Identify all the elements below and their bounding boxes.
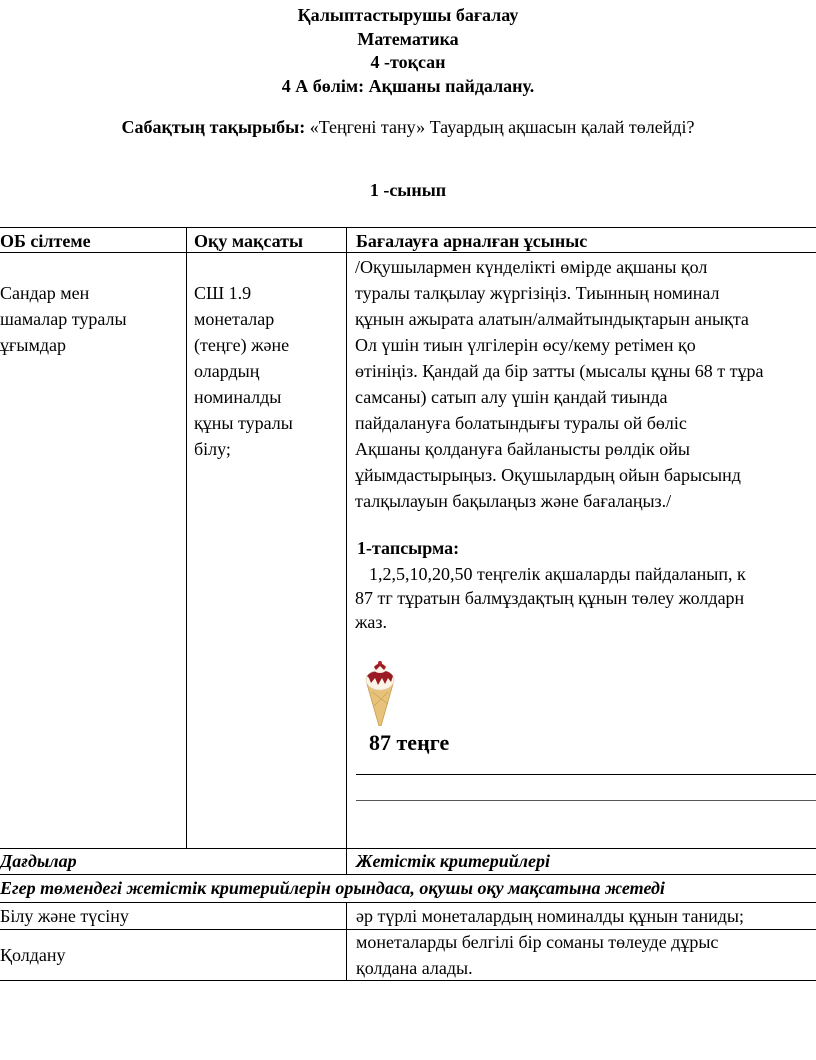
col-divider-1 bbox=[186, 227, 187, 848]
ice-cream-icon bbox=[358, 660, 402, 726]
lesson-topic-label: Сабақтың тақырыбы: bbox=[121, 117, 306, 137]
suggestion-line: Ақшаны қолдануға байланысты рөлдік ойы bbox=[355, 439, 691, 459]
criteria-header: Жетістік критерийлері bbox=[356, 851, 551, 871]
goal-line: олардың bbox=[194, 361, 260, 381]
criterion-line: қолдана алады. bbox=[356, 958, 473, 978]
doc-title: Қалыптастырушы бағалау bbox=[297, 5, 519, 25]
goal-line: монеталар bbox=[194, 309, 275, 329]
goal-line: номиналды bbox=[194, 387, 282, 407]
ice-cream-price: 87 теңге bbox=[369, 730, 450, 755]
grade-label: 1 -сынып bbox=[369, 180, 447, 200]
suggestion-line: /Оқушылармен күнделікті өмірде ақшаны қол bbox=[355, 257, 708, 277]
col-divider-2 bbox=[346, 227, 347, 874]
header-ob-reference: ОБ сілтеме bbox=[0, 231, 91, 251]
answer-line-2 bbox=[356, 800, 816, 801]
ob-reference-cell bbox=[0, 280, 127, 358]
subject-title: Математика bbox=[357, 29, 459, 49]
quarter-title: 4 -тоқсан bbox=[370, 52, 446, 72]
col-divider-criteria bbox=[346, 902, 347, 980]
criterion-line: монеталарды белгілі бір соманы төлеуде дұрыс bbox=[356, 932, 719, 952]
ob-line: ұғымдар bbox=[0, 335, 67, 355]
lesson-topic bbox=[0, 116, 816, 138]
goal-line: СШ 1.9 bbox=[194, 283, 252, 303]
section-title: 4 А бөлім: Ақшаны пайдалану. bbox=[281, 76, 535, 96]
ob-line: шамалар туралы bbox=[0, 309, 127, 329]
criterion-application bbox=[356, 929, 718, 981]
suggestion-line: Ол үшін тиын үлгілерін өсу/кему ретімен қо bbox=[355, 335, 696, 355]
suggestion-line: пайдалануға болатындығы туралы ой бөліс bbox=[355, 413, 687, 433]
lesson-topic-text: «Теңгені тану» Тауардың ақшасын қалай төлейді? bbox=[309, 117, 695, 137]
suggestion-line: ұйымдастырыңыз. Оқушылардың ойын барысынд bbox=[355, 465, 741, 485]
learning-goal-cell bbox=[194, 280, 293, 462]
skill-application: Қолдану bbox=[0, 945, 66, 965]
answer-line-1 bbox=[356, 774, 816, 775]
suggestion-line: талқылауын бақылаңыз және бағалаңыз./ bbox=[355, 491, 672, 511]
header-assessment-suggestion: Бағалауға арналған ұсыныс bbox=[356, 231, 588, 251]
goal-line: білу; bbox=[194, 439, 231, 459]
suggestion-line: өтініңіз. Қандай да бір затты (мысалы құны 68 т тұра bbox=[355, 361, 764, 381]
task-line: 1,2,5,10,20,50 теңгелік ақшаларды пайдаланып, к bbox=[369, 564, 746, 584]
suggestion-line: самсаны) сатып алу үшін қандай тиында bbox=[355, 387, 668, 407]
skills-header: Дағдылар bbox=[0, 851, 77, 871]
criterion-knowledge: әр түрлі монеталардың номиналды құнын таниды; bbox=[356, 906, 744, 926]
task-line: жаз. bbox=[355, 612, 388, 632]
suggestion-line: туралы талқылау жүргізіңіз. Тиынның номинал bbox=[355, 283, 720, 303]
ob-line: Сандар мен bbox=[0, 283, 90, 303]
assessment-suggestion-cell bbox=[355, 254, 816, 514]
task-line: 87 тг тұратын балмұздақтың құнын төлеу жолдарн bbox=[355, 588, 745, 608]
skill-knowledge: Білу және түсіну bbox=[0, 906, 129, 926]
header-learning-goal: Оқу мақсаты bbox=[194, 231, 304, 251]
goal-line: құны туралы bbox=[194, 413, 293, 433]
criteria-note: Егер төмендегі жетістік критерийлерін орындаса, оқушы оқу мақсатына жетеді bbox=[0, 878, 665, 898]
suggestion-line: құнын ажырата алатын/алмайтындықтарын анықта bbox=[355, 309, 749, 329]
task-title: 1-тапсырма: bbox=[357, 538, 460, 558]
goal-line: (теңге) және bbox=[194, 335, 290, 355]
task-text bbox=[355, 562, 816, 634]
